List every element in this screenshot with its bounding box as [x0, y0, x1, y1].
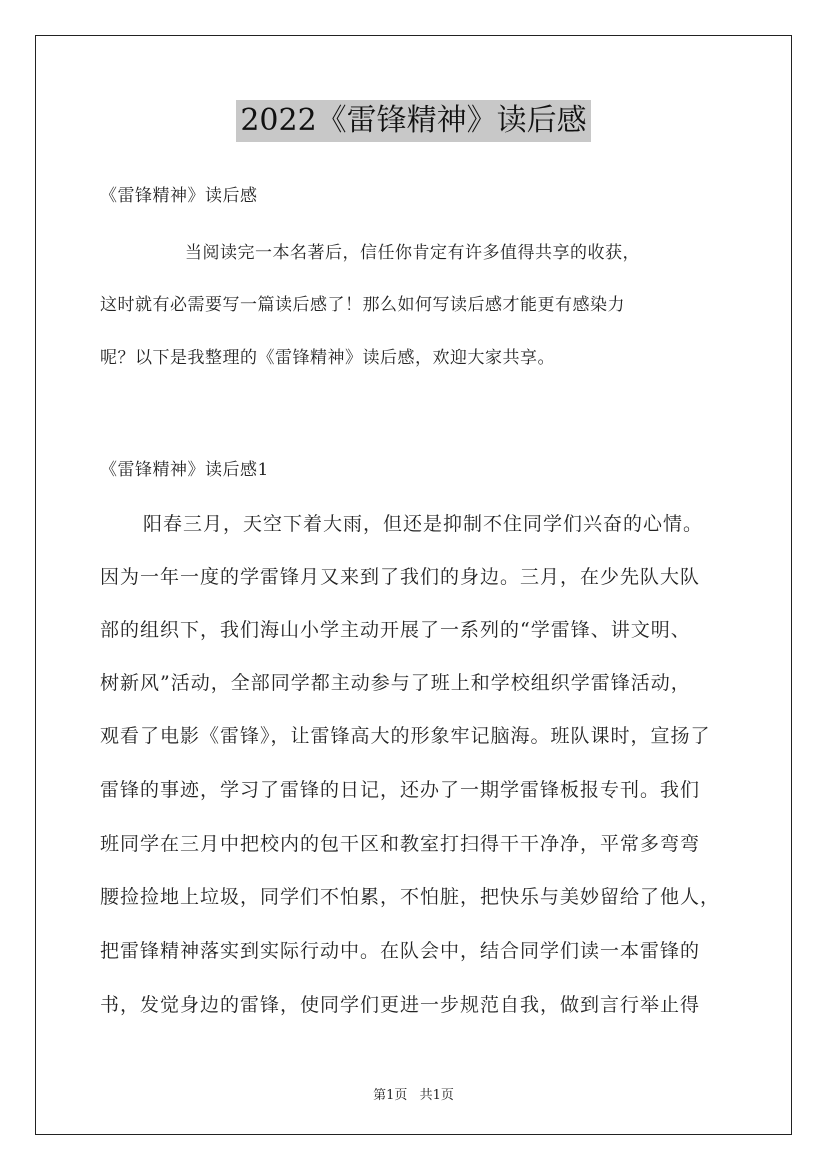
section1-line-6: 雷锋的事迹，学习了雷锋的日记，还办了一期学雷锋板报专刊。我们 [100, 779, 701, 801]
intro-line-3: 呢？以下是我整理的《雷锋精神》读后感，欢迎大家共享。 [100, 348, 555, 368]
section1-line-3: 部的组织下，我们海山小学主动开展了一系列的“学雷锋、讲文明、 [100, 619, 691, 641]
section1-line-5: 观看了电影《雷锋》，让雷锋高大的形象牢记脑海。班队课时，宣扬了 [100, 725, 711, 747]
section1-line-7: 班同学在三月中把校内的包干区和教室打扫得干干净净，平常多弯弯 [100, 833, 701, 855]
section1-line-10: 书，发觉身边的雷锋，使同学们更进一步规范自我，做到言行举止得 [100, 994, 701, 1016]
total-pages: 共1页 [419, 1088, 454, 1103]
section1-line-2: 因为一年一度的学雷锋月又来到了我们的身边。三月，在少先队大队 [100, 566, 701, 588]
intro-line-1: 当阅读完一本名著后，信任你肯定有许多值得共享的收获， [185, 243, 640, 263]
title-container [0, 100, 827, 142]
intro-line-2: 这时就有必需要写一篇读后感了！那么如何写读后感才能更有感染力 [100, 295, 625, 315]
section1-line-9: 把雷锋精神落实到实际行动中。在队会中，结合同学们读一本雷锋的 [100, 940, 701, 962]
document-title: 2022《雷锋精神》读后感 [236, 100, 590, 142]
section1-line-8: 腰捡捡地上垃圾，同学们不怕累，不怕脏，把快乐与美妙留给了他人， [100, 886, 721, 908]
intro-heading: 《雷锋精神》读后感 [100, 186, 258, 206]
page-number: 第1页 [373, 1088, 408, 1103]
section1-line-1: 阳春三月，天空下着大雨，但还是抑制不住同学们兴奋的心情。 [143, 513, 704, 535]
section1-heading: 《雷锋精神》读后感1 [100, 460, 269, 480]
page-footer [0, 1084, 827, 1103]
section1-line-4: 树新风”活动，全部同学都主动参与了班上和学校组织学雷锋活动， [100, 672, 691, 694]
